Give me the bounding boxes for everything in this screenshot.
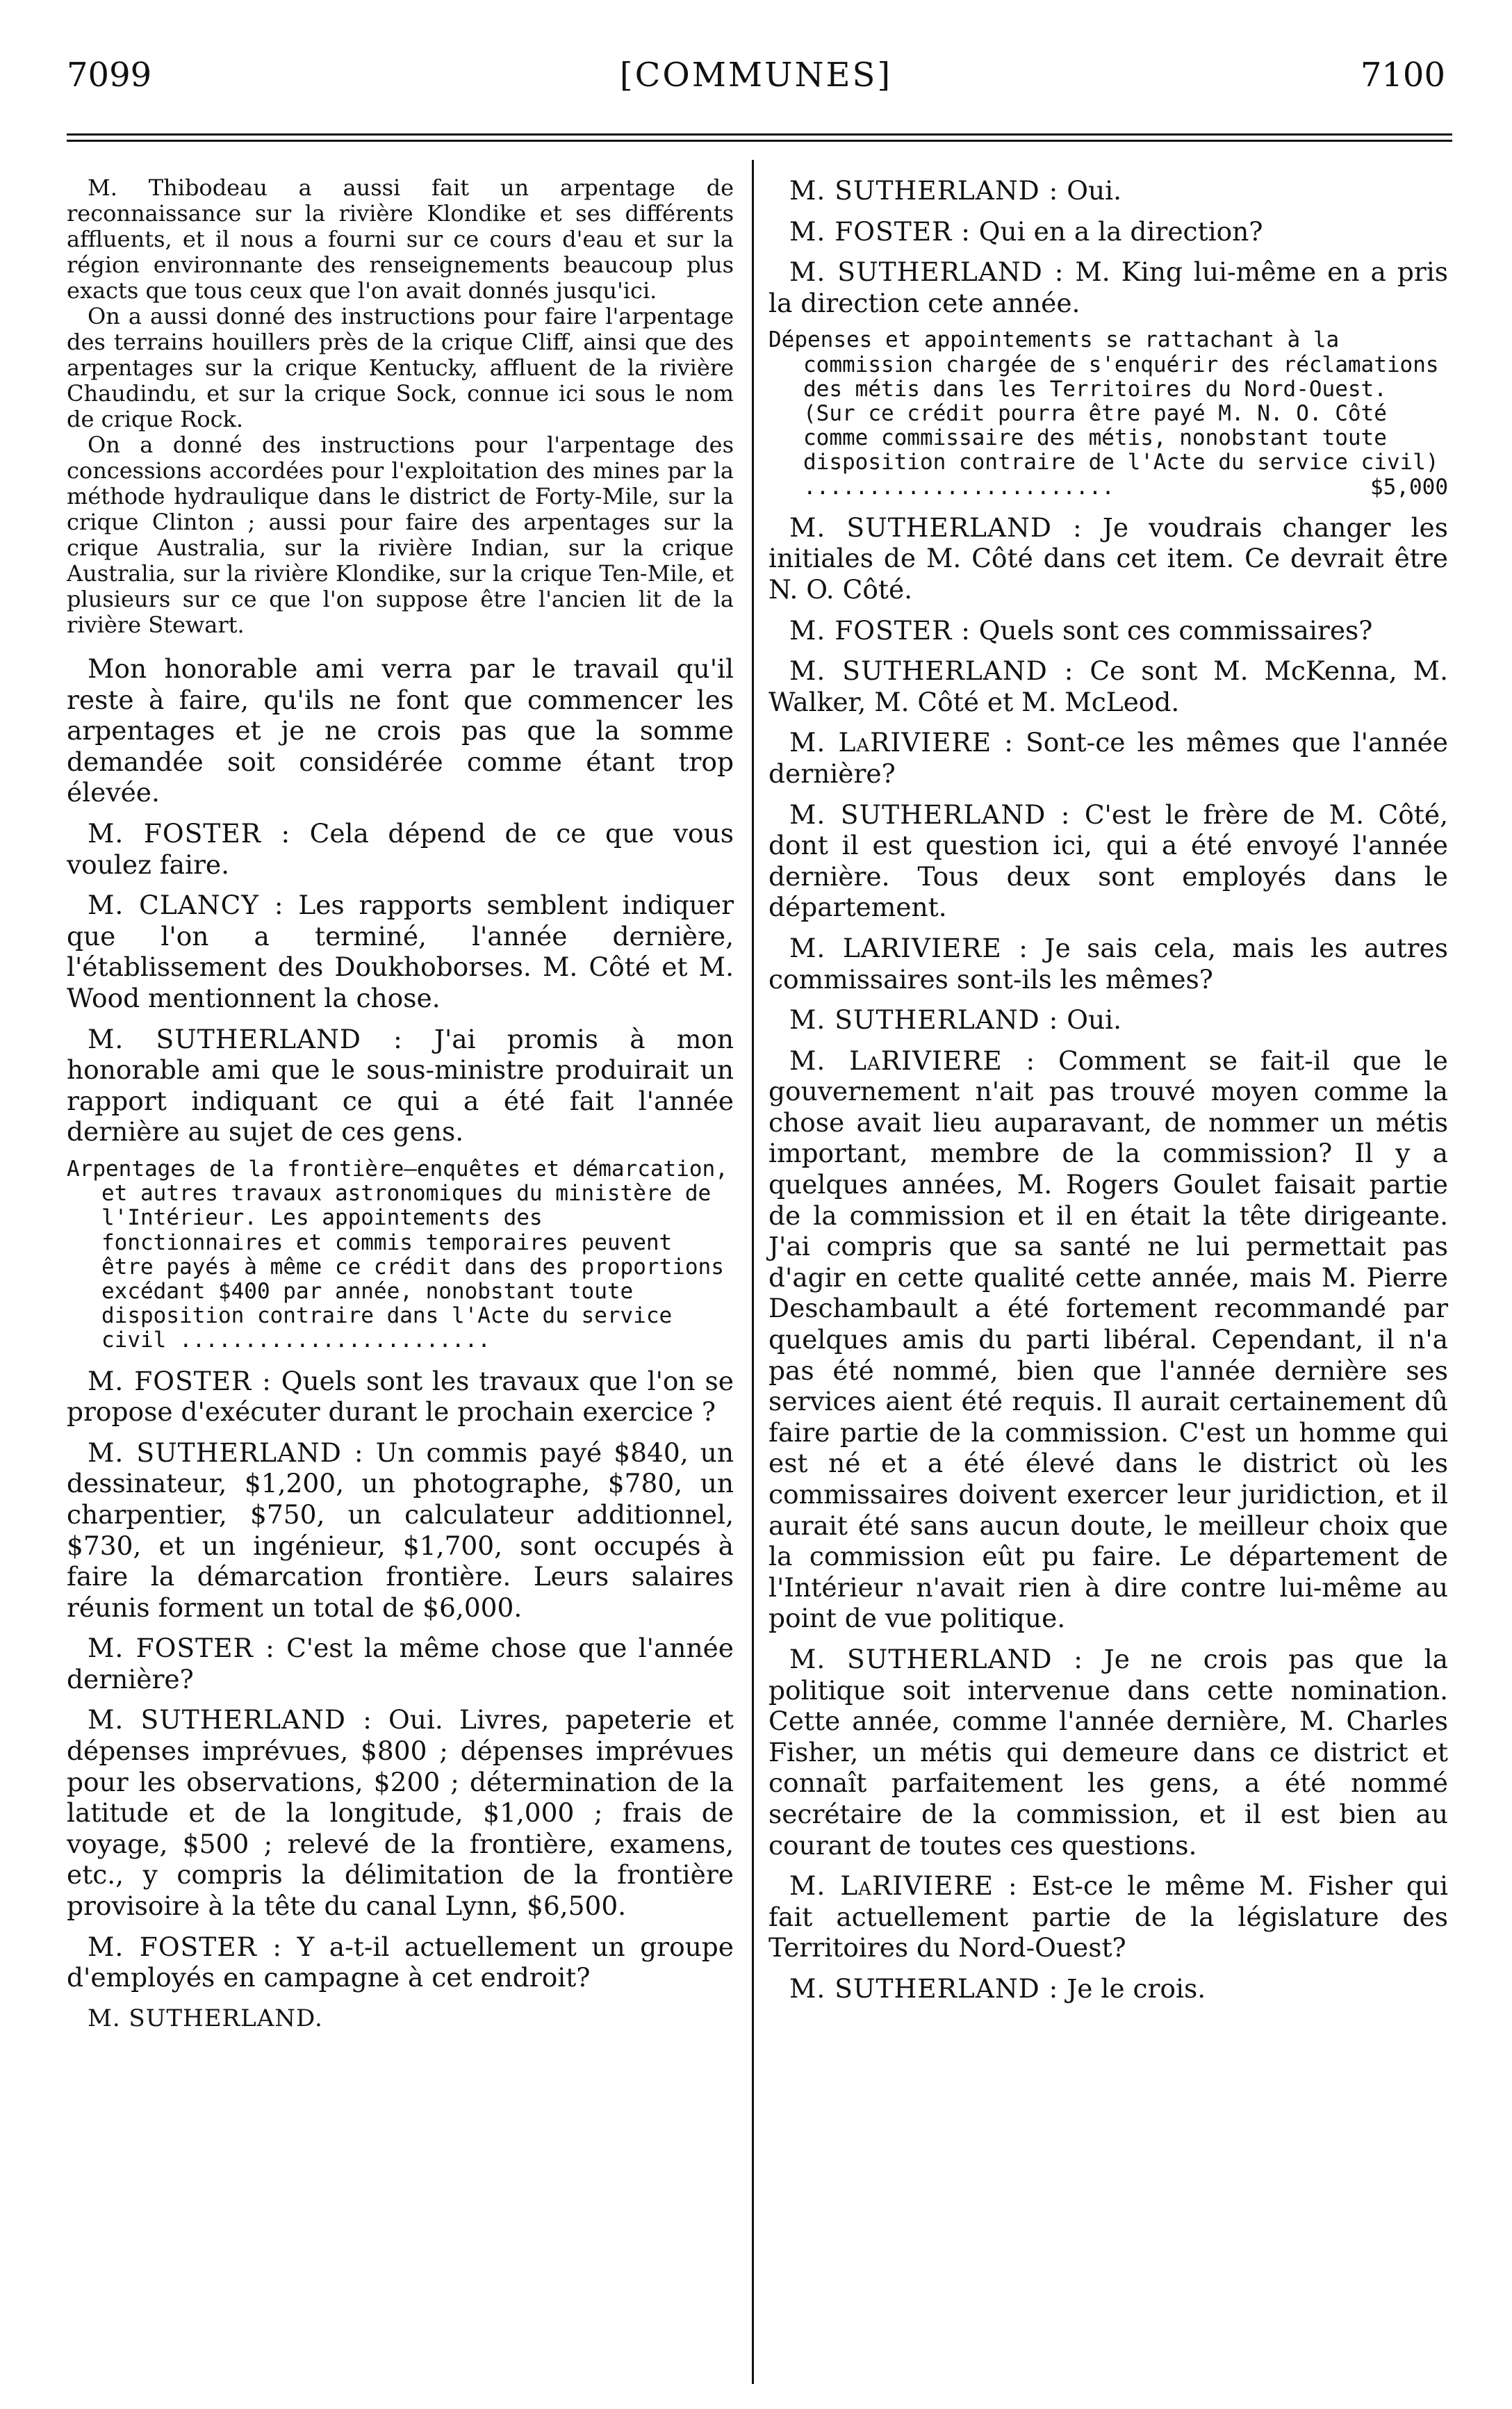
paragraph: On a donné des instructions pour l'arpentage des concessions accordées pour l'exploitation des mines par la méthode hydraulique dans le district de Forty-Mile, sur la crique Clinton ; aussi pour faire des arpentages sur la crique Australia, sur la rivière Indian, sur la crique Australia, sur la rivière Klondike, sur la crique Ten-Mile, et plusieurs sur ce que l'on suppose être l'ancien lit de la rivière Stewart. — [67, 432, 734, 638]
speaker-name: M. FOSTER : — [88, 1931, 282, 1962]
speech-text: Oui. — [1067, 1004, 1122, 1036]
speech-paragraph — [67, 1932, 734, 1993]
running-title: [COMMUNES] — [619, 56, 893, 95]
speech-text: M. King lui-même en a pris la direction cete année. — [769, 256, 1448, 318]
speech-text: Les rapports semblent indiquer que l'on a terminé, l'année dernière, l'établissement des Doukhoborses. M. Côté et M. Wood mentionnent la chose. — [67, 890, 734, 1013]
speech-text: Je ne crois pas que la politique soit intervenue dans cette nomination. Cette année, comme l'année dernière, M. Charles Fisher, un métis qui demeure dans ce district et connaît parfaitement les gens, a été nommé secrétaire de la commission, et il est bien au courant de toutes ces questions. — [769, 1643, 1448, 1861]
speaker-name: M. SUTHERLAND : — [789, 512, 1083, 543]
budget-item: Arpentages de la frontière—enquêtes et démarcation, et autres travaux astronomiques du ministère de l'Intérieur. Les appointements des fonctionnaires et commis temporaires peuvent être payés à même ce crédit dans des proportions excédant $400 par année, nonobstant toute disposition contraire dans l'Acte du service civil ........................ — [67, 1156, 728, 1353]
speech-paragraph — [769, 175, 1448, 206]
speaker-name: M. SUTHERLAND : — [789, 175, 1059, 206]
speech-text: Comment se fait-il que le gouvernement n'ait pas trouvé moyen comme la chose avait lieu auparavant, de nommer un métis important, membre de la commission? Il y a quelques années, M. Rogers Goulet faisait partie de la commission et il en était la tête dirigeante. J'ai compris que sa santé ne lui permettait pas d'agir en cette qualité cette année, mais M. Pierre Deschambault a été fortement recommandé par quelques amis du parti libéral. Cependant, il n'a pas été nommé, bien que l'année dernière ses services aient été requis. Il aurait certainement dû faire partie de la commission. C'est un homme qui est né et a été élevé dans le district où les commissaires doivent exercer leur juridiction, et il aurait été sans aucun doute, le meilleur choix que la commission eût pu faire. Le département de l'Intérieur n'avait rien à dire contre lui-même au point de vue politique. — [769, 1045, 1448, 1634]
page-number-left: 7099 — [67, 56, 152, 95]
speech-paragraph — [67, 818, 734, 880]
speech-text: Y a-t-il actuellement un groupe d'employés en campagne à cet endroit? — [67, 1931, 734, 1993]
speech-paragraph — [769, 1870, 1448, 1963]
speech-text: Est-ce le même M. Fisher qui fait actuellement partie de la législature des Territoires du Nord-Ouest? — [769, 1870, 1448, 1963]
header-double-rule — [67, 133, 1452, 142]
speech-text: Je le crois. — [1067, 1973, 1206, 2004]
speech-paragraph — [67, 1437, 734, 1624]
speech-text: Ce sont M. McKenna, M. Walker, M. Côté et M. McLeod. — [769, 655, 1448, 717]
speaker-name: M. LaRIVIERE : — [789, 1045, 1036, 1076]
paragraph: M. Thibodeau a aussi fait un arpentage de reconnaissance sur la rivière Klondike et ses différents affluents, et il nous a fourni sur ce cours d'eau et sur la région environnante des renseignements beaucoup plus exacts que tous ceux que l'on avait donnés jusqu'ici. — [67, 174, 734, 304]
speech-paragraph — [67, 1633, 734, 1695]
page-number-right: 7100 — [1360, 56, 1445, 95]
speech-text: Sont-ce les mêmes que l'année dernière? — [769, 727, 1448, 789]
speech-paragraph — [769, 655, 1448, 717]
right-column — [769, 175, 1448, 2014]
speech-paragraph — [769, 1045, 1448, 1634]
speaker-name: M. SUTHERLAND : — [789, 799, 1071, 830]
speaker-name: M. LaRIVIERE : — [789, 1870, 1018, 1902]
speech-paragraph — [67, 1704, 734, 1921]
speech-text: Oui. Livres, papeterie et dépenses imprévues, $800 ; dépenses imprévues pour les observations, $200 ; détermination de la latitude et de la longitude, $1,000 ; frais de voyage, $500 ; relevé de la frontière, examens, etc., y compris la délimitation de la frontière provisoire à la tête du canal Lynn, $6,500. — [67, 1704, 734, 1922]
speech-paragraph — [769, 1004, 1448, 1036]
speaker-name: M. FOSTER : — [789, 215, 971, 247]
speech-text: C'est la même chose que l'année dernière? — [67, 1633, 734, 1695]
speech-paragraph — [769, 256, 1448, 318]
speech-text: Je sais cela, mais les autres commissaires sont-ils les mêmes? — [769, 932, 1449, 995]
left-column — [67, 175, 734, 2043]
paragraph: Mon honorable ami verra par le travail qu'il reste à faire, qu'ils ne font que commencer les arpentages et je ne crois pas que la somme demandée soit considérée comme étant trop élevée. — [67, 653, 734, 808]
speaker-name: M. FOSTER : — [88, 1633, 275, 1664]
speaker-name: M. LARIVIERE : — [789, 932, 1028, 963]
speech-paragraph — [769, 615, 1448, 646]
speech-paragraph — [769, 216, 1448, 247]
budget-item-text: Dépenses et appointements se rattachant à la commission chargée de s'enquérir des réclamations des métis dans les Territoires du Nord-Ouest. (Sur ce crédit pourra être payé M. N. O. Côté comme commissaire des métis, nonobstant toute disposition contraire de l'Acte du service civil) ........................ — [769, 327, 1439, 500]
speaker-name: M. SUTHERLAND : — [789, 655, 1074, 687]
speaker-name: M. FOSTER : — [789, 614, 971, 646]
speaker-name: M. CLANCY : — [88, 890, 284, 921]
speech-text: Cela dépend de ce que vous voulez faire. — [67, 817, 734, 880]
speaker-name: M. SUTHERLAND. — [88, 2004, 323, 2032]
budget-item — [769, 328, 1448, 499]
speech-paragraph — [769, 512, 1448, 605]
speech-text: Quels sont ces commissaires? — [978, 614, 1373, 646]
speaker-name: M. SUTHERLAND : — [789, 1004, 1059, 1036]
speech-text: Qui en a la direction? — [978, 215, 1263, 247]
speech-paragraph — [67, 890, 734, 1013]
speaker-name: M. LaRIVIERE : — [789, 727, 1014, 758]
speaker-name: M. SUTHERLAND : — [88, 1704, 372, 1736]
speech-paragraph — [769, 1644, 1448, 1861]
speaker-name: M. SUTHERLAND : — [789, 256, 1065, 288]
speaker-name: M. FOSTER : — [88, 1365, 272, 1396]
column-divider — [752, 160, 754, 2384]
page-header — [0, 0, 1512, 111]
speaker-name: M. SUTHERLAND : — [789, 1973, 1059, 2004]
speech-text: Un commis payé $840, un dessinateur, $1,200, un photographe, $780, un charpentier, $750, un calculateur additionnel, $730, et un ingénieur, $1,700, sont occupés à faire la démarcation frontière. Leurs salaires réunis forment un total de $6,000. — [67, 1437, 734, 1623]
speaker-name: M. SUTHERLAND : — [88, 1437, 364, 1468]
speech-text: Oui. — [1067, 175, 1122, 206]
speech-paragraph — [67, 1366, 734, 1428]
speaker-name: M. FOSTER : — [88, 817, 291, 849]
speech-paragraph — [67, 1024, 734, 1148]
speech-paragraph — [67, 2003, 734, 2034]
speech-text: J'ai promis à mon honorable ami que le sous-ministre produirait un rapport indiquant ce qui a été fait l'année dernière au sujet de ces gens. — [67, 1023, 734, 1148]
speech-paragraph — [769, 727, 1448, 789]
speech-paragraph — [769, 933, 1448, 995]
paragraph: On a aussi donné des instructions pour faire l'arpentage des terrains houillers près de la crique Cliff, ainsi que des arpentages sur la crique Kentucky, affluent de la rivière Chaudindu, et sur la crique Sock, connue ici sous le nom de crique Rock. — [67, 303, 734, 432]
speaker-name: M. SUTHERLAND : — [88, 1023, 403, 1054]
speech-text: Je voudrais changer les initiales de M. Côté dans cet item. Ce devrait être N. O. Côté. — [769, 512, 1448, 605]
speaker-name: M. SUTHERLAND : — [789, 1643, 1083, 1674]
speech-paragraph — [769, 1973, 1448, 2004]
speech-text: C'est le frère de M. Côté, dont il est question ici, qui a été envoyé l'année dernière. Tous deux sont employés dans le département. — [769, 799, 1448, 923]
speech-paragraph — [769, 799, 1448, 923]
speech-text: Quels sont les travaux que l'on se propose d'exécuter durant le prochain exercice ? — [67, 1365, 734, 1428]
budget-item-amount: $5,000 — [1370, 474, 1448, 500]
